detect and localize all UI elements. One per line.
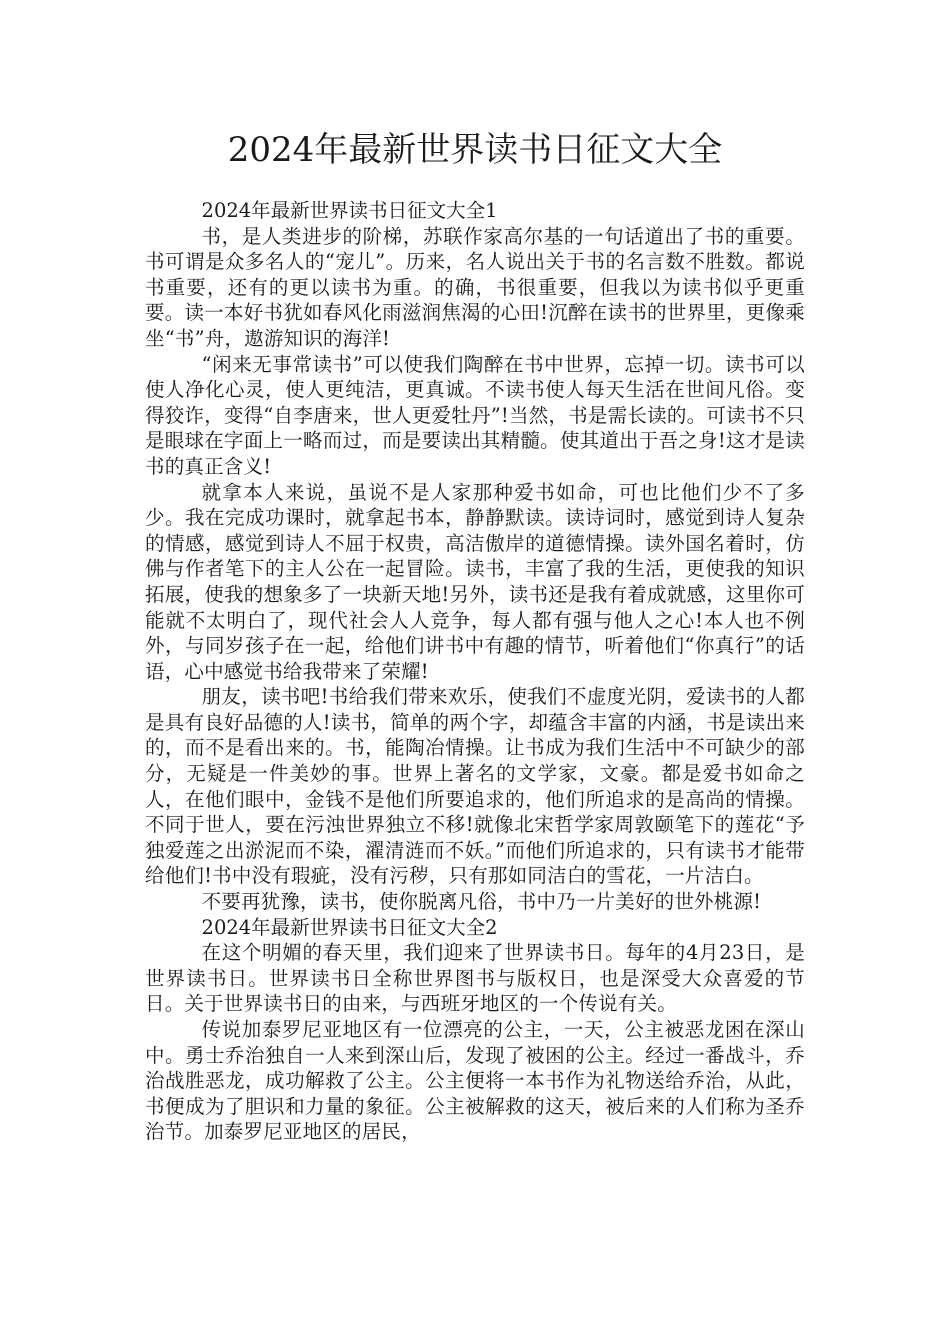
paragraph: 传说加泰罗尼亚地区有一位漂亮的公主，一天，公主被恶龙困在深山中。勇士乔治独自一人来到深山后，发现了被困的公主。经过一番战斗，乔治战胜恶龙，成功解救了公主。公主便将一本书作为礼物送给乔治，从此，书便成为了胆识和力量的象征。公主被解救的这天，被后来的人们称为圣乔治节。加泰罗尼亚地区的居民，	[145, 1018, 805, 1144]
paragraph: 就拿本人来说，虽说不是人家那种爱书如命，可也比他们少不了多少。我在完成功课时，就拿起书本，静静默读。读诗词时，感觉到诗人复杂的情感，感觉到诗人不屈于权贵，高洁傲岸的道德情操。读外国名着时，仿佛与作者笔下的主人公在一起冒险。读书，丰富了我的生活，更使我的知识拓展，使我的想象多了一块新天地!另外，读书还是我有着成就感，这里你可能就不太明白了，现代社会人人竞争，每人都有强与他人之心!本人也不例外，与同岁孩子在一起，给他们讲书中有趣的情节，听着他们“你真行”的话语，心中感觉书给我带来了荣耀!	[145, 480, 805, 683]
section-heading: 2024年最新世界读书日征文大全1	[201, 199, 498, 222]
paragraph: 朋友，读书吧!书给我们带来欢乐，使我们不虚度光阴，爱读书的人都是具有良好品德的人!读书，简单的两个字，却蕴含丰富的内涵，书是读出来的，而不是看出来的。书，能陶冶情操。让书成为我们生活中不可缺少的部分，无疑是一件美妙的事。世界上著名的文学家，文豪。都是爱书如命之人，在他们眼中，金钱不是他们所要追求的，他们所追求的是高尚的情操。不同于世人，要在污浊世界独立不移!就像北宋哲学家周敦颐笔下的莲花“予独爱莲之出淤泥而不染，濯清涟而不妖。”而他们所追求的，只有读书才能带给他们!书中没有瑕疵，没有污秽，只有那如同洁白的雪花，一片洁白。	[145, 685, 805, 888]
document-body	[145, 198, 805, 1145]
paragraph: 在这个明媚的春天里，我们迎来了世界读书日。每年的4月23日，是世界读书日。世界读书日全称世界图书与版权日，也是深受大众喜爱的节日。关于世界读书日的由来，与西班牙地区的一个传说有关。	[145, 941, 805, 1016]
paragraph: 不要再犹豫，读书，使你脱离凡俗，书中乃一片美好的世外桃源!	[201, 890, 762, 914]
paragraph: 书，是人类进步的阶梯，苏联作家高尔基的一句话道出了书的重要。书可谓是众多名人的“宠儿”。历来，名人说出关于书的名言数不胜数。都说书重要，还有的更以读书为重。的确，书很重要，但我以为读书似乎更重要。读一本好书犹如春风化雨滋润焦渴的心田!沉醉在读书的世界里，更像乘坐“书”舟，遨游知识的海洋!	[145, 224, 805, 350]
section-heading: 2024年最新世界读书日征文大全2	[201, 915, 498, 939]
document-title: 2024年最新世界读书日征文大全	[227, 130, 723, 170]
paragraph: “闲来无事常读书”可以使我们陶醉在书中世界，忘掉一切。读书可以使人净化心灵，使人更纯洁，更真诚。不读书使人每天生活在世间凡俗。变得狡诈，变得“自李唐来，世人更爱牡丹”!当然，书是需长读的。可读书不只是眼球在字面上一略而过，而是要读出其精髓。使其道出于吾之身!这才是读书的真正含义!	[145, 352, 805, 478]
